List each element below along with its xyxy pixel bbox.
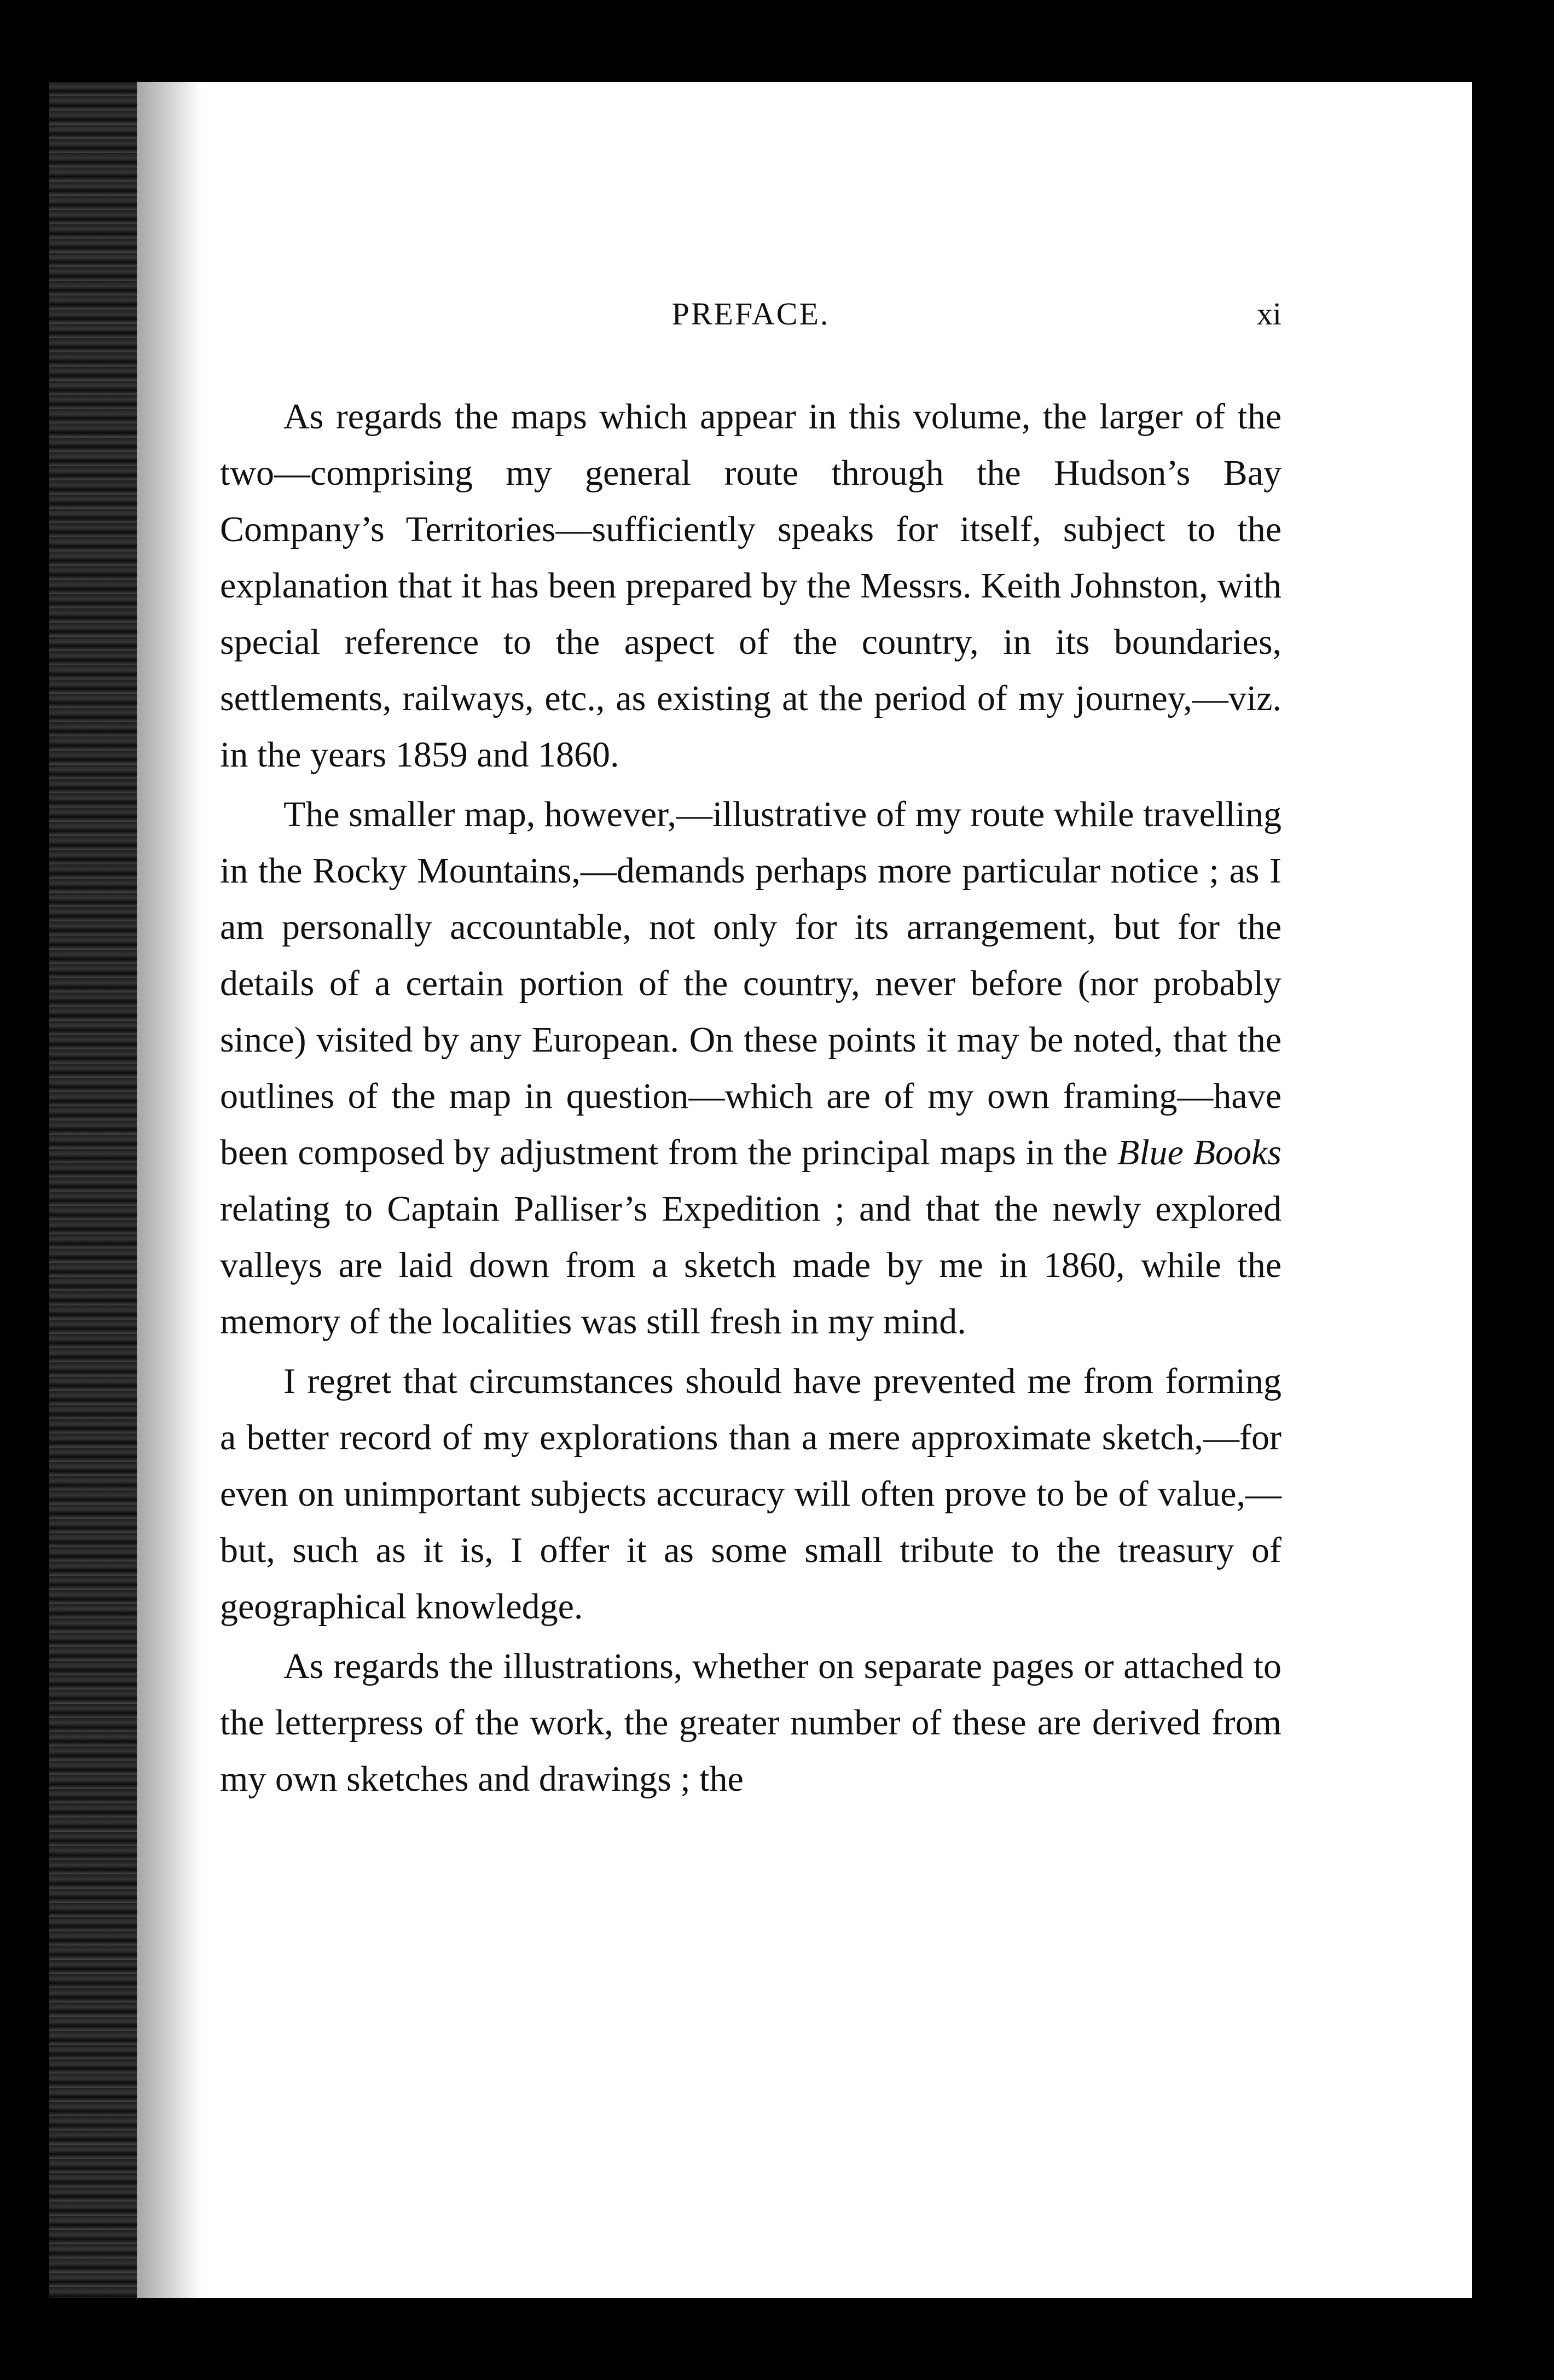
paragraph-4: As regards the illustrations, whether on separate pages or attached to the letterpress of the work, the greater number of these are derived from my own sketches and drawings ; the	[220, 1646, 1282, 1799]
paragraph-1: As regards the maps which appear in this volume, the larger of the two—comprising my general route through the Hudson’s Bay Company’s Territories—sufficiently speaks for itself, subject to the explanation that it has been prepared by the Messrs. Keith Johnston, with special reference to the aspect of the country, in its boundaries, settlements, railways, etc., as existing at the period of my journey,—viz. in the years 1859 and 1860.	[220, 397, 1282, 775]
paragraph-2-italic: Blue Books	[1117, 1133, 1282, 1172]
body-text	[220, 388, 1282, 1810]
paragraph-2-part-2: relating to Captain Palliser’s Expedition ; and that the newly explored valleys are laid down from a sketch made by me in 1860, while the memory of the localities was still fresh in my mind.	[220, 1189, 1282, 1342]
page-number: xi	[1256, 296, 1282, 332]
paragraph-3: I regret that circumstances should have prevented me from forming a better record of my explorations than a mere approximate sketch,—for even on unimportant subjects accuracy will often prove to be of value,—but, such as it is, I offer it as some small tribute to the treasury of geographical knowledge.	[220, 1361, 1282, 1627]
paragraph-2-part-1: The smaller map, however,—illustrative of my route while travelling in the Rocky Mountains,—demands perhaps more particular notice ; as I am personally accountable, not only for its arrangement, but for the details of a certain portion of the country, never before (nor probably since) visited by any European. On these points it may be noted, that the outlines of the map in question—which are of my own framing—have been composed by adjustment from the principal maps in the	[220, 794, 1282, 1172]
page-title: PREFACE.	[671, 296, 830, 332]
binding-fade	[137, 82, 202, 2298]
paragraph-2	[220, 786, 1282, 1350]
binding-shadow	[49, 82, 137, 2298]
book-page	[49, 82, 1472, 2298]
running-header	[220, 295, 1282, 345]
